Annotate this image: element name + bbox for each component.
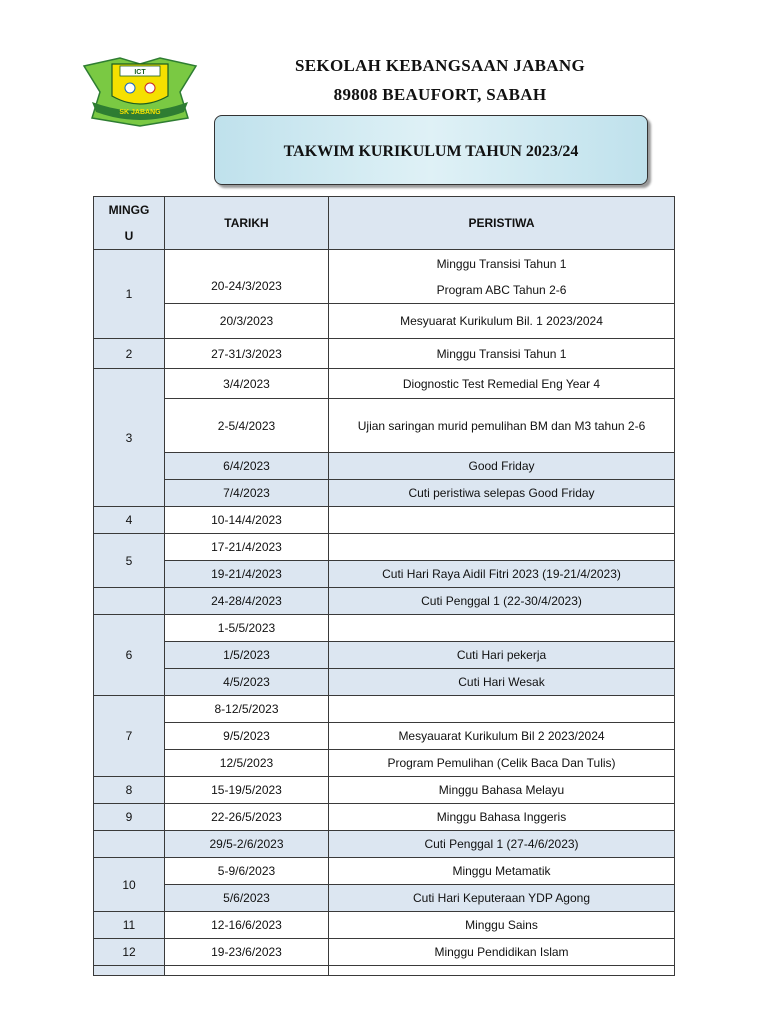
event-cell: Program Pemulihan (Celik Baca Dan Tulis): [329, 750, 675, 777]
date-cell: 10-14/4/2023: [165, 507, 329, 534]
table-row: [94, 750, 675, 777]
school-name: SEKOLAH KEBANGSAAN JABANG: [295, 56, 585, 75]
event-cell: [329, 696, 675, 723]
date-cell: 20/3/2023: [165, 304, 329, 339]
event-cell: Ujian saringan murid pemulihan BM dan M3 tahun 2-6: [329, 399, 675, 453]
table-row: [94, 615, 675, 642]
school-address: 89808 BEAUFORT, SABAH: [333, 85, 547, 104]
event-cell: Cuti peristiwa selepas Good Friday: [329, 480, 675, 507]
table-row: [94, 561, 675, 588]
week-cell: 12: [94, 939, 165, 966]
date-cell: 9/5/2023: [165, 723, 329, 750]
event-cell: Mesyuarat Kurikulum Bil. 1 2023/2024: [329, 304, 675, 339]
event-cell: Cuti Hari Wesak: [329, 669, 675, 696]
table-row: [94, 696, 675, 723]
date-cell: 2-5/4/2023: [165, 399, 329, 453]
week-cell: [94, 831, 165, 858]
event-cell: Cuti Hari Keputeraan YDP Agong: [329, 885, 675, 912]
date-cell: 17-21/4/2023: [165, 534, 329, 561]
week-cell: 7: [94, 696, 165, 777]
week-cell: [94, 588, 165, 615]
table-row: [94, 339, 675, 369]
date-cell: 24-28/4/2023: [165, 588, 329, 615]
table-row: [94, 480, 675, 507]
week-cell: 2: [94, 339, 165, 369]
title-box: [214, 115, 648, 185]
week-cell: 5: [94, 534, 165, 588]
table-row: [94, 777, 675, 804]
table-row: [94, 399, 675, 453]
table-row: [94, 912, 675, 939]
event-cell: [329, 534, 675, 561]
table-row: [94, 939, 675, 966]
date-cell: 12-16/6/2023: [165, 912, 329, 939]
date-cell: 5-9/6/2023: [165, 858, 329, 885]
date-cell: 12/5/2023: [165, 750, 329, 777]
event-cell: Minggu Transisi Tahun 1 Program ABC Tahun 2-6: [329, 250, 675, 304]
date-cell: 15-19/5/2023: [165, 777, 329, 804]
event-cell: Minggu Sains: [329, 912, 675, 939]
date-cell: 3/4/2023: [165, 369, 329, 399]
event-cell: Good Friday: [329, 453, 675, 480]
date-cell: 29/5-2/6/2023: [165, 831, 329, 858]
table-row: [94, 507, 675, 534]
week-cell: 1: [94, 250, 165, 339]
event-cell: Mesyauarat Kurikulum Bil 2 2023/2024: [329, 723, 675, 750]
document-title: TAKWIM KURIKULUM TAHUN 2023/24: [283, 143, 579, 160]
date-cell: 4/5/2023: [165, 669, 329, 696]
date-cell: 7/4/2023: [165, 480, 329, 507]
table-row: [94, 669, 675, 696]
event-cell: [329, 615, 675, 642]
week-cell: 9: [94, 804, 165, 831]
event-cell: Minggu Transisi Tahun 1: [329, 339, 675, 369]
event-cell: Minggu Metamatik: [329, 858, 675, 885]
table-header-row: [94, 197, 675, 250]
logo-text: ICT: [134, 69, 146, 76]
event-cell: Diognostic Test Remedial Eng Year 4: [329, 369, 675, 399]
logo-banner: SK JABANG: [119, 109, 161, 116]
week-cell: 10: [94, 858, 165, 912]
calendar-table: [93, 196, 675, 976]
header-peristiwa: PERISTIWA: [329, 197, 675, 250]
event-cell: Minggu Bahasa Melayu: [329, 777, 675, 804]
table-row: [94, 250, 675, 304]
week-cell: 6: [94, 615, 165, 696]
table-row: [94, 831, 675, 858]
table-row: [94, 534, 675, 561]
table-row: [94, 804, 675, 831]
week-cell: 4: [94, 507, 165, 534]
table-row: [94, 858, 675, 885]
table-row: [94, 304, 675, 339]
table-row: [94, 588, 675, 615]
week-cell: 8: [94, 777, 165, 804]
week-cell: 11: [94, 912, 165, 939]
table-row: [94, 723, 675, 750]
date-cell: 22-26/5/2023: [165, 804, 329, 831]
date-cell: 1-5/5/2023: [165, 615, 329, 642]
table-row: [94, 885, 675, 912]
event-cell: Cuti Penggal 1 (22-30/4/2023): [329, 588, 675, 615]
date-cell: 5/6/2023: [165, 885, 329, 912]
header-tarikh: TARIKH: [165, 197, 329, 250]
event-cell: Cuti Penggal 1 (27-4/6/2023): [329, 831, 675, 858]
event-cell: Minggu Pendidikan Islam: [329, 939, 675, 966]
date-cell: 6/4/2023: [165, 453, 329, 480]
event-cell: Cuti Hari pekerja: [329, 642, 675, 669]
date-cell: 19-21/4/2023: [165, 561, 329, 588]
date-cell: 20-24/3/2023: [165, 250, 329, 304]
date-cell: 1/5/2023: [165, 642, 329, 669]
table-row: [94, 369, 675, 399]
event-cell: Cuti Hari Raya Aidil Fitri 2023 (19-21/4/2023): [329, 561, 675, 588]
date-cell: 19-23/6/2023: [165, 939, 329, 966]
table-row: [94, 453, 675, 480]
event-cell: Minggu Bahasa Inggeris: [329, 804, 675, 831]
event-cell: [329, 507, 675, 534]
week-cell: 3: [94, 369, 165, 507]
table-row: [94, 642, 675, 669]
header-minggu: MINGG U: [94, 197, 165, 250]
school-logo: [80, 52, 200, 130]
table-row-empty: [94, 966, 675, 976]
date-cell: 27-31/3/2023: [165, 339, 329, 369]
date-cell: 8-12/5/2023: [165, 696, 329, 723]
